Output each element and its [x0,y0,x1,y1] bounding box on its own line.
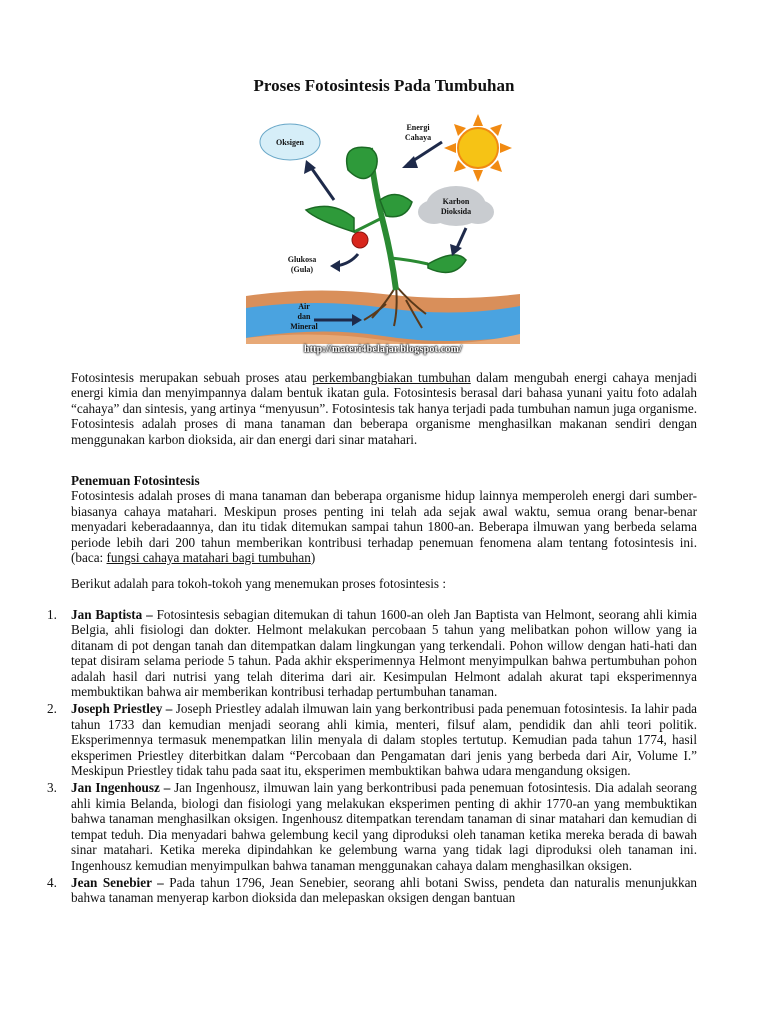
list-item: 2. Joseph Priestley – Joseph Priestley adalah ilmuwan lain yang berkontribusi pada penemuan fotosintesis. Ia lahir pada tahun 1733 dan kemudian menjadi seorang ahli kimia, menteri, filsuf alam, pendidik dan ahli teori politik. Eksperimennya termasuk menempatkan lilin menyala di dalam stoples tertutup. Kemudian pada tahun 1774, hasil eksperimen Priestley diterbitkan dalam “Percobaan dan Pengamatan dari jenis yang berbeda dari Air, Volume I.” Meskipun Priestley tidak tahu pada saat itu, eksperimen membuktikan bahwa udara mengandung oksigen. [47,701,698,779]
list-intro: Berikut adalah para tokoh-tokoh yang menemukan proses fotosintesis : [71,576,447,591]
photosynthesis-diagram [246,108,520,362]
label-energi: Energi [406,123,430,132]
leaf [347,147,378,178]
link-fungsi-cahaya[interactable]: fungsi cahaya matahari bagi tumbuhan [106,550,311,566]
intro-paragraph: Fotosintesis merupakan sebuah proses atau perkembangbiakan tumbuhan dalam mengubah energi cahaya menjadi energi kimia dan menyimpannya dalam bentuk ikatan gula. Fotosintesis berasal dari bahasa yunani yaitu foto adalah “cahaya” dan sintesis, yang artinya “menyusun”. Fotosintesis tak hanya terjadi pada tumbuhan namun juga organisme. Fotosintesis adalah proses di mana tanaman dan beberapa organisme menghasilkan makanan sendiri dengan menggunakan karbon dioksida, air dan energi dari sinar matahari. [71,370,698,447]
source-watermark: http://materi4belajar.blogspot.com/ [303,344,463,355]
label-air: Air [298,302,310,311]
section-heading: Penemuan Fotosintesis [71,473,200,488]
tomato-fruit [352,232,368,248]
label-gula: (Gula) [290,265,314,274]
link-perkembangbiakan[interactable]: perkembangbiakan tumbuhan [312,370,471,385]
label-dioksida: Dioksida [440,207,472,216]
section-penemuan: Penemuan Fotosintesis Fotosintesis adalah proses di mana tanaman dan beberapa organisme hidup lainnya memperoleh energi dari sumber-biasanya cahaya matahari. Meskipun proses penting ini telah ada sejak awal waktu, semua orang benar-benar menyadari keberadaannya, dan itu tidak ditemukan sampai tahun 1800-an. Beberapa ilmuwan yang berbeda selama periode lebih dari 200 tahun memberikan kontribusi terhadap penemuan fenomena alam tentang fotosintesis ini. (baca: fungsi cahaya matahari bagi tumbuhan) [71,473,697,566]
label-karbon: Karbon [442,197,470,206]
label-cahaya: Cahaya [404,133,432,142]
scientist-list [47,607,698,908]
sun-icon [444,114,512,182]
leaf [306,206,354,232]
list-item: 1. Jan Baptista – Fotosintesis sebagian ditemukan di tahun 1600-an oleh Jan Baptista van Helmont, seorang ahli kimia Belgia, ahli fisiologi dan dokter. Helmont melakukan percobaan 5 tahun yang melibatkan pohon willow yang ia ditanam di pot dengan tanah dan ditempatkan dalam lingkungan yang terkendali. Pohon willow dengan hati-hati dan tepat disiram selama periode 5 tahun. Pada akhir eksperimennya Helmont menyimpulkan bahwa pertumbuhan pohon adalah hasil dari nutrisi yang telah diterima dari air. Kesimpulan Helmont adalah akurat tapi eksperimennya membuktikan bahwa air memberikan kontribusi terhadap pertumbuhan tanaman. [47,607,698,700]
leaf [428,255,466,273]
list-item: 4. Jean Senebier – Pada tahun 1796, Jean Senebier, seorang ahli botani Swiss, pendeta dan naturalis menunjukkan bahwa tanaman menyerap karbon dioksida dan melepaskan oksigen dengan bantuan [47,874,698,906]
page-title: Proses Fotosintesis Pada Tumbuhan [253,76,515,95]
list-item: 3. Jan Ingenhousz – Jan Ingenhousz, ilmuwan lain yang berkontribusi pada penemuan fotosintesis. Dia adalah seorang ahli kimia Belanda, biologi dan fisiologi yang melakukan eksperimen penting di akhir 1770-an yang membuktikan bahwa tanaman menghasilkan oksigen. Ingenhousz ditempatkan terendam tanaman di sinar matahari dan kemudian di tempat teduh. Dia menyadari bahwa gelembung kecil yang diproduksi oleh tanaman ketika mereka berada di bawah sinar matahari. Ketika mereka dipindahkan ke gelembung warna yang tidak lagi diproduksi oleh tanaman ini. Ingenhousz kemudian menyimpulkan bahwa tanaman menggunakan cahaya dalam menghasilkan oksigen. [47,780,697,873]
label-dan: dan [297,312,311,321]
leaf [380,194,412,216]
carbon-dioxide-cloud [418,186,494,226]
label-mineral: Mineral [290,322,318,331]
label-glukosa: Glukosa [287,255,317,264]
label-oksigen: Oksigen [275,138,305,147]
